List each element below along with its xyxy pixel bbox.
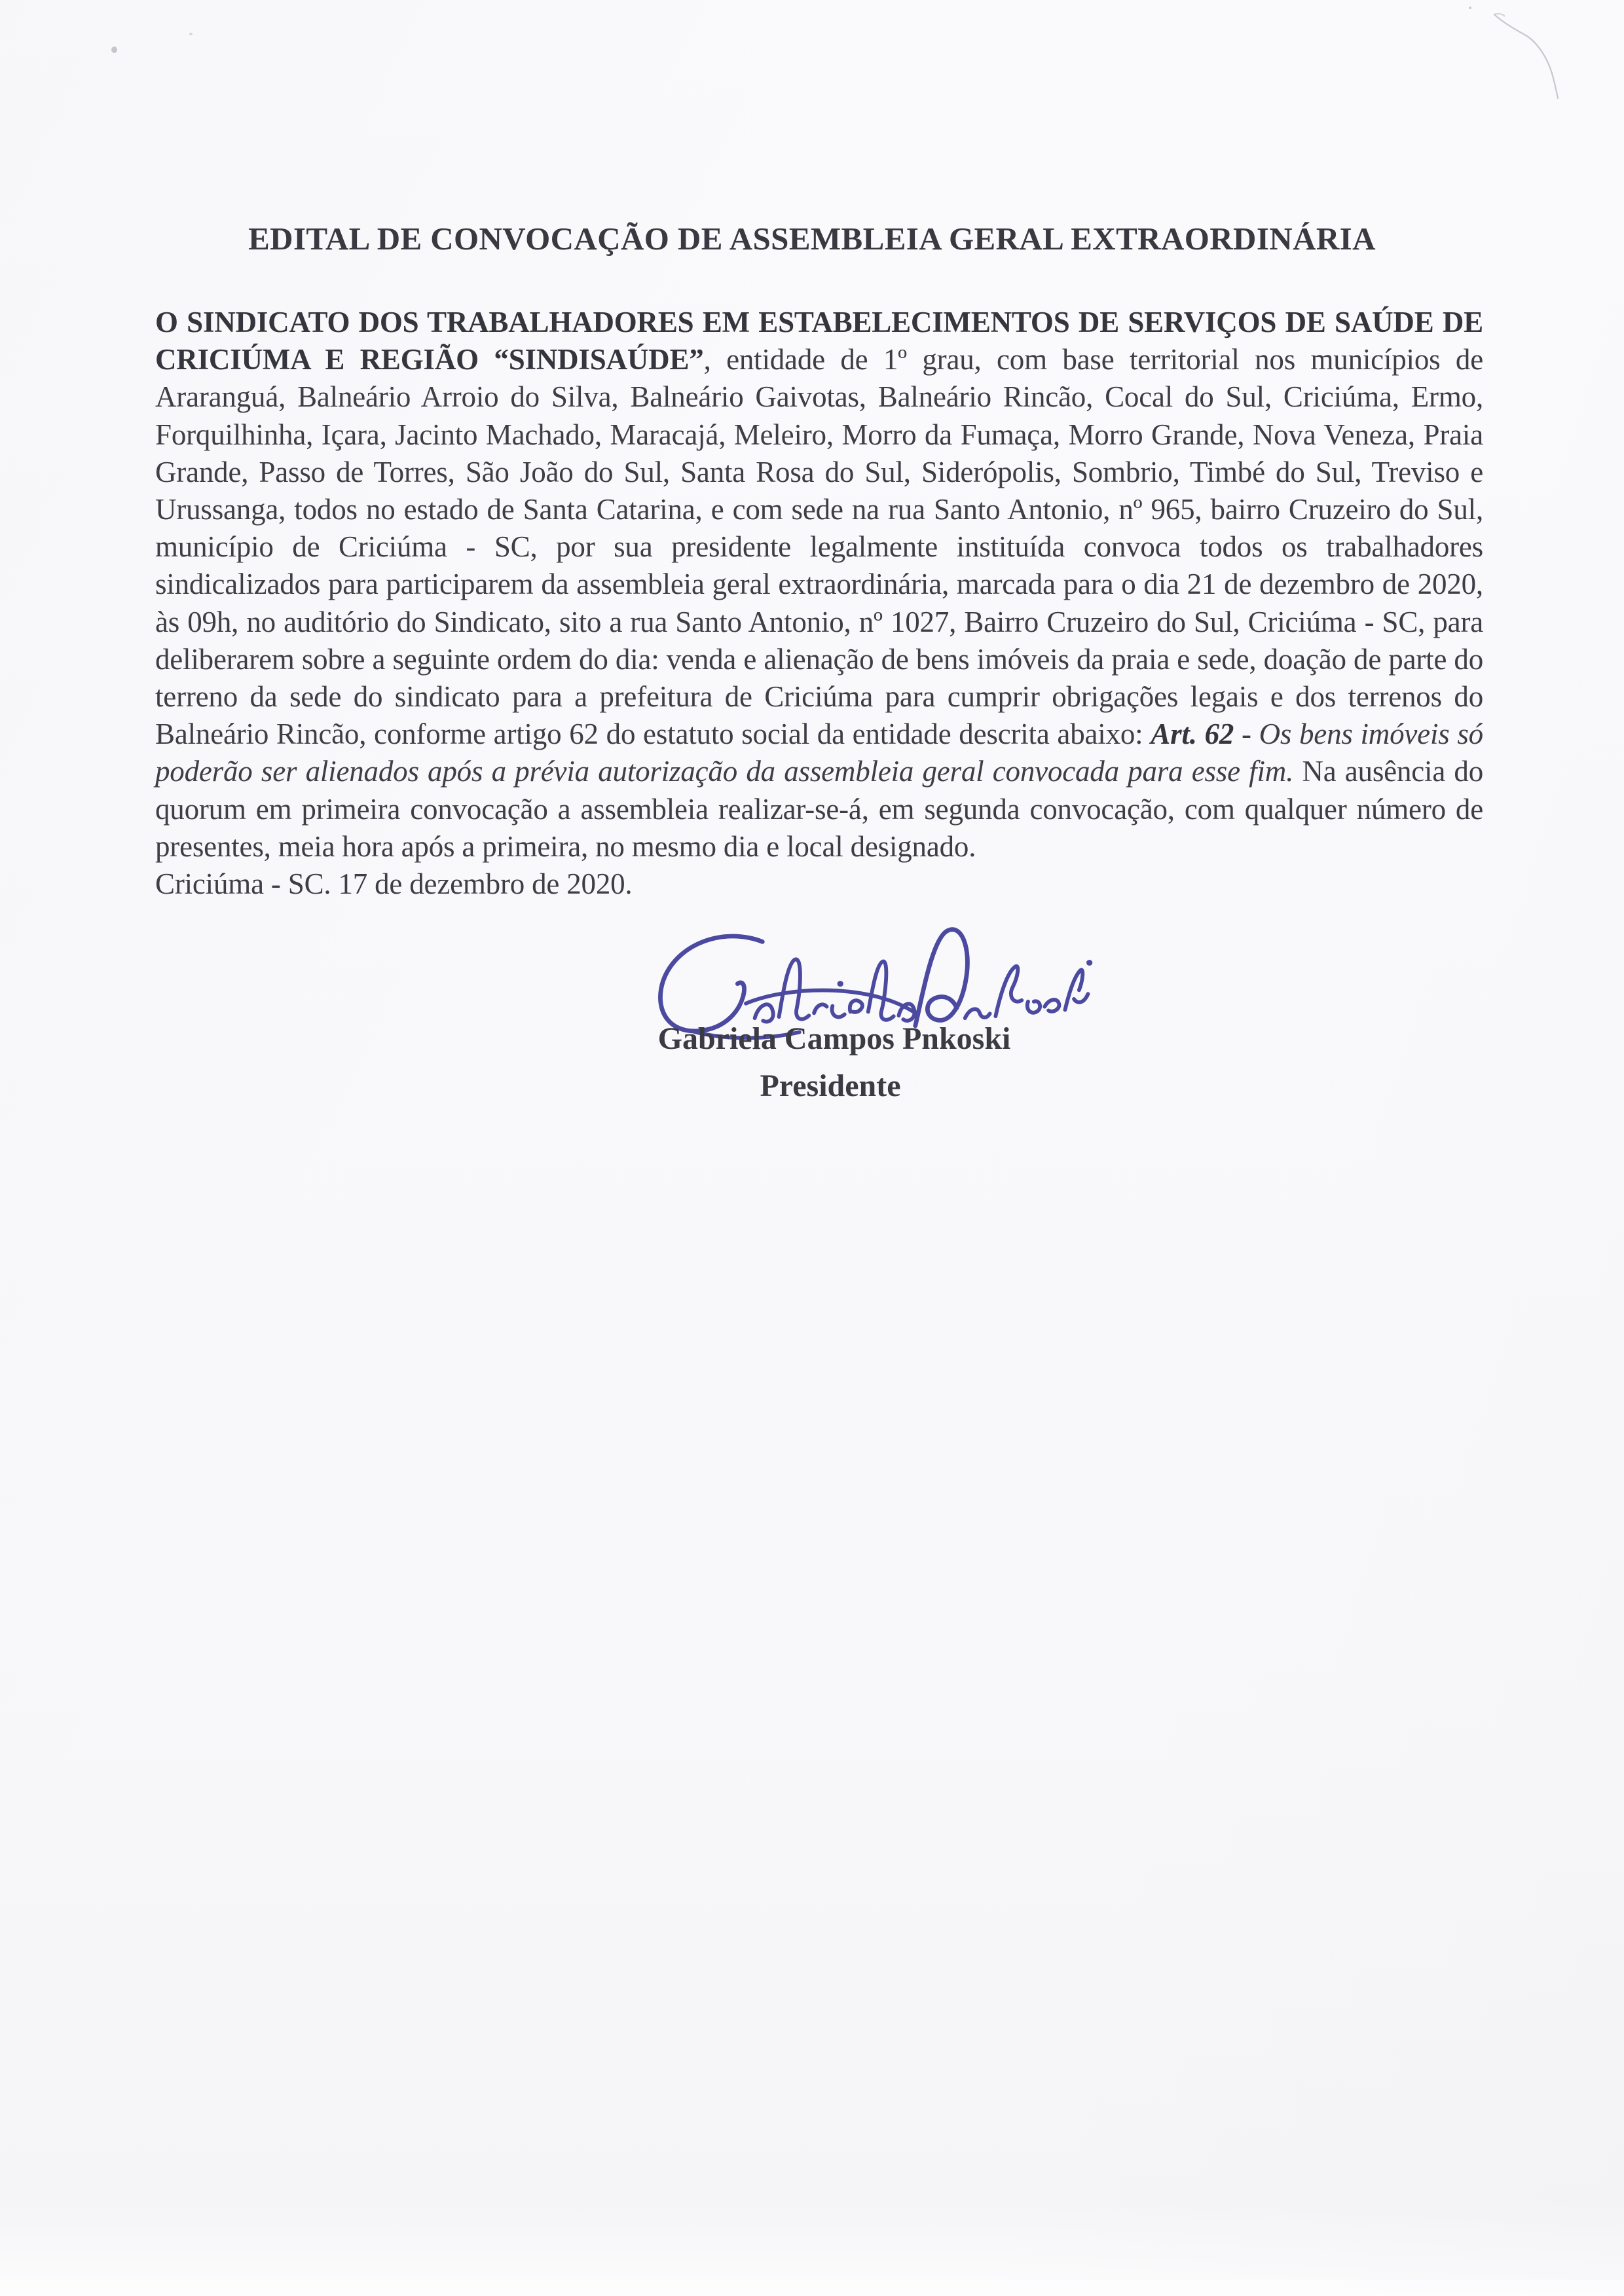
signer-role: Presidente	[760, 1068, 901, 1103]
place-dateline: Criciúma - SC. 17 de dezembro de 2020.	[155, 867, 633, 901]
paragraph-body-1: , entidade de 1º grau, com base territorial nos municípios de Araranguá, Balneário Arroio do Silva, Balneário Gaivotas, Balneário Rincão, Cocal do Sul, Criciúma, Ermo, Forquilhinha, Içara, Jacinto Machado, Maracajá, Meleiro, Morro da Fumaça, Morro Grande, Nova Veneza, Praia Grande, Passo de Torres, São João do Sul, Santa Rosa do Sul, Siderópolis, Sombrio, Timbé do Sul, Treviso e Urussanga, todos no estado de Santa Catarina, e com sede na rua Santo Antonio, nº 965, bairro Cruzeiro do Sul, município de Criciúma - SC, por sua presidente legalmente instituída convoca todos os trabalhadores sindicalizados para participarem da assembleia geral extraordinária, marcada para o dia 21 de dezembro de 2020, às 09h, no auditório do Sindicato, sito a rua Santo Antonio, nº 1027, Bairro Cruzeiro do Sul, Criciúma - SC, para deliberarem sobre a seguinte ordem do dia: venda e alienação de bens imóveis da praia e sede, doação de parte do terreno da sede do sindicato para a prefeitura de Criciúma para cumprir obrigações legais e dos terrenos do Balneário Rincão, conforme artigo 62 do estatuto social da entidade descrita abaixo:	[155, 343, 1483, 751]
document-title: EDITAL DE CONVOCAÇÃO DE ASSEMBLEIA GERAL EXTRAORDINÁRIA	[248, 221, 1376, 257]
statute-article-ref: Art. 62	[1151, 718, 1234, 751]
scanner-edge-band	[0, 2280, 1624, 2296]
edict-paragraph	[155, 304, 1483, 903]
scan-speck	[189, 33, 193, 35]
scan-speck	[1469, 7, 1471, 9]
scan-speck	[111, 46, 117, 53]
statute-article-quote: - Os bens imóveis só poderão ser alienados após a prévia autorização da assembleia geral convocada para esse fim.	[155, 718, 1483, 788]
scan-scratch-mark	[1485, 5, 1570, 103]
paragraph-body-2: Na ausência do quorum em primeira convocação a assembleia realizar-se-á, em segunda convocação, com qualquer número de presentes, meia hora após a primeira, no mesmo dia e local designado.	[155, 755, 1483, 863]
signer-name: Gabriela Campos Pnkoski	[657, 1021, 1011, 1056]
union-name-bold: O SINDICATO DOS TRABALHADORES EM ESTABELECIMENTOS DE SERVIÇOS DE SAÚDE DE CRICIÚMA E REGIÃO “SINDISAÚDE”	[155, 306, 1483, 376]
signature-block	[0, 919, 1624, 1106]
